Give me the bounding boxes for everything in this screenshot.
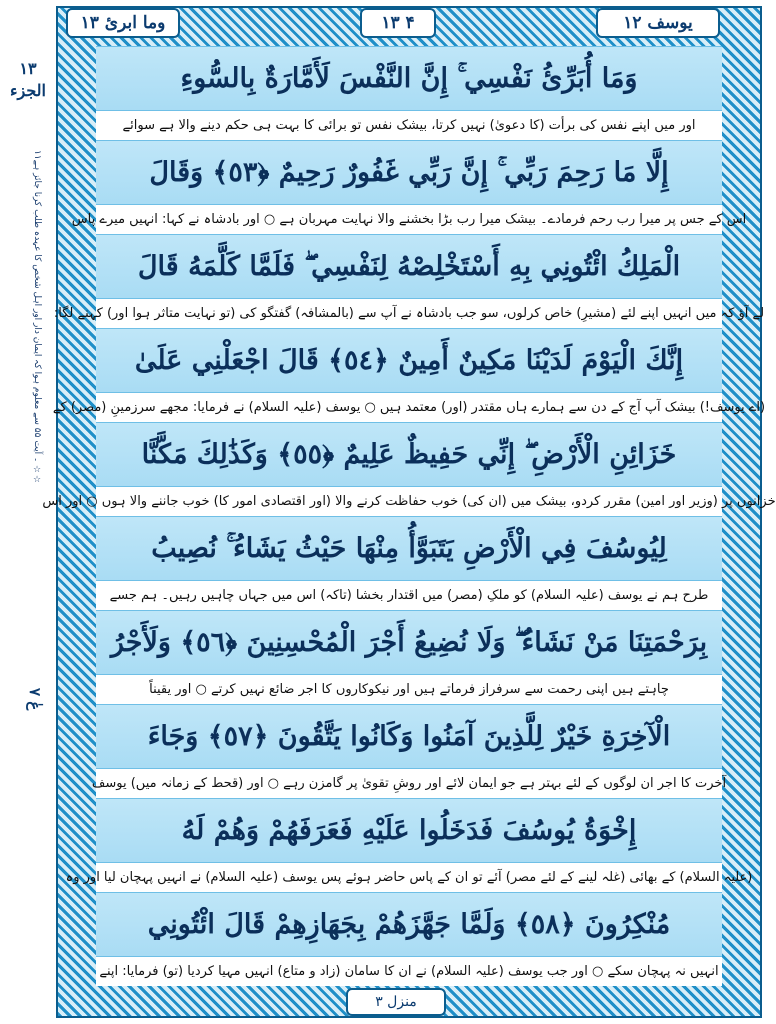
- urdu-translation: (اے یوسف!) بیشک آپ آج کے دن سے ہمارے ہاں مقتدر (اور) معتمد ہیں ○ یوسف (علیہ السلام) نے فرمایا: مجھے سرزمینِ (مصر) کے: [96, 393, 722, 422]
- urdu-translation: اور میں اپنے نفس کی برأت (کا دعویٰ) نہیں کرتا، بیشک نفس تو برائی کا بہت ہی حکم دینے والا ہے سوائے: [96, 111, 722, 140]
- juz-label: الجزء: [10, 81, 46, 100]
- arabic-line: إِنَّكَ الْيَوْمَ لَدَيْنَا مَكِينٌ أَمِينٌ ﴿٥٤﴾ قَالَ اجْعَلْنِي عَلَىٰ: [96, 328, 722, 393]
- header-page-number: ۴ ۱۳: [360, 8, 436, 38]
- arabic-line: إِخْوَةُ يُوسُفَ فَدَخَلُوا عَلَيْهِ فَعَرَفَهُمْ وَهُمْ لَهُ: [96, 798, 722, 863]
- urdu-translation: (علیہ السلام) کے بھائی (غلہ لینے کے لئے مصر) آئے تو ان کے پاس حاضر ہوئے پس یوسف (علیہ السلام) نے انہیں پہچان لیا اور وہ: [96, 863, 722, 892]
- urdu-translation: انہیں نہ پہچان سکے ○ اور جب یوسف (علیہ السلام) نے ان کا سامان (زاد و متاع) انہیں مہیا کردیا (تو) فرمایا: اپنے: [96, 957, 722, 986]
- urdu-translation: خزانوں پر (وزیر اور امین) مقرر کردو، بیشک میں (ان کی) خوب حفاظت کرنے والا (اور اقتصادی امور کا) خوب جاننے والا ہوں ○ اور اس: [96, 487, 722, 516]
- urdu-translation: اس کے جس پر میرا رب رحم فرمادے۔ بیشک میرا رب بڑا بخشنے والا نہایت مہربان ہے ○ اور بادشاہ نے کہا: انہیں میرے پاس: [96, 205, 722, 234]
- juz-marker: [4, 58, 52, 102]
- header-surah: یوسف ۱۲: [596, 8, 720, 38]
- juz-number: ۱۳: [19, 59, 37, 78]
- urdu-translation: چاہتے ہیں اپنی رحمت سے سرفراز فرماتے ہیں اور نیکوکاروں کا اجر ضائع نہیں کرتے ○ اور یقیناً: [96, 675, 722, 704]
- ruku-marker: عٰ ۷: [26, 688, 44, 711]
- arabic-line: بِرَحْمَتِنَا مَنْ نَشَاءُ ۖ وَلَا نُضِيعُ أَجْرَ الْمُحْسِنِينَ ﴿٥٦﴾ وَلَأَجْرُ: [96, 610, 722, 675]
- urdu-translation: آخرت کا اجر ان لوگوں کے لئے بہتر ہے جو ایمان لائے اور روشِ تقویٰ پر گامزن رہے ○ اور (قحط کے زمانہ میں) یوسف: [96, 769, 722, 798]
- footer-manzil: منزل ۳: [346, 988, 446, 1016]
- urdu-translation: لے آؤ کہ میں انہیں اپنے لئے (مشیرِ) خاص کرلوں، سو جب بادشاہ نے آپ سے (بالمشافہ) گفتگو کی (تو نہایت متاثر ہوا اور) کہنے لگا:: [96, 299, 722, 328]
- header-left: وما ابرئ ۱۳: [66, 8, 180, 38]
- arabic-line: إِلَّا مَا رَحِمَ رَبِّي ۚ إِنَّ رَبِّي غَفُورٌ رَحِيمٌ ﴿٥٣﴾ وَقَالَ: [96, 140, 722, 205]
- arabic-line: لِيُوسُفَ فِي الْأَرْضِ يَتَبَوَّأُ مِنْهَا حَيْثُ يَشَاءُ ۚ نُصِيبُ: [96, 516, 722, 581]
- arabic-line: الْآخِرَةِ خَيْرٌ لِلَّذِينَ آمَنُوا وَكَانُوا يَتَّقُونَ ﴿٥٧﴾ وَجَاءَ: [96, 704, 722, 769]
- page-body: [42, 46, 776, 986]
- urdu-translation: طرح ہم نے یوسف (علیہ السلام) کو ملکِ (مصر) میں اقتدار بخشا (تاکہ) اس میں جہاں چاہیں رہیں۔ ہم جسے: [96, 581, 722, 610]
- left-margin: [0, 0, 56, 1024]
- arabic-line: خَزَائِنِ الْأَرْضِ ۖ إِنِّي حَفِيظٌ عَلِيمٌ ﴿٥٥﴾ وَكَذَٰلِكَ مَكَّنَّا: [96, 422, 722, 487]
- arabic-line: وَمَا أُبَرِّئُ نَفْسِي ۚ إِنَّ النَّفْسَ لَأَمَّارَةٌ بِالسُّوءِ: [96, 46, 722, 111]
- arabic-line: الْمَلِكُ ائْتُونِي بِهِ أَسْتَخْلِصْهُ لِنَفْسِي ۖ فَلَمَّا كَلَّمَهُ قَالَ: [96, 234, 722, 299]
- margin-note: ۱۱۔ آیت ۵۵ سے معلوم ہوا کہ ایمان دار اور اہل شخص کا عہدہ طلب کرنا جائز ہے ☆☆: [32, 150, 42, 486]
- arabic-line: مُنْكِرُونَ ﴿٥٨﴾ وَلَمَّا جَهَّزَهُمْ بِجَهَازِهِمْ قَالَ ائْتُونِي: [96, 892, 722, 957]
